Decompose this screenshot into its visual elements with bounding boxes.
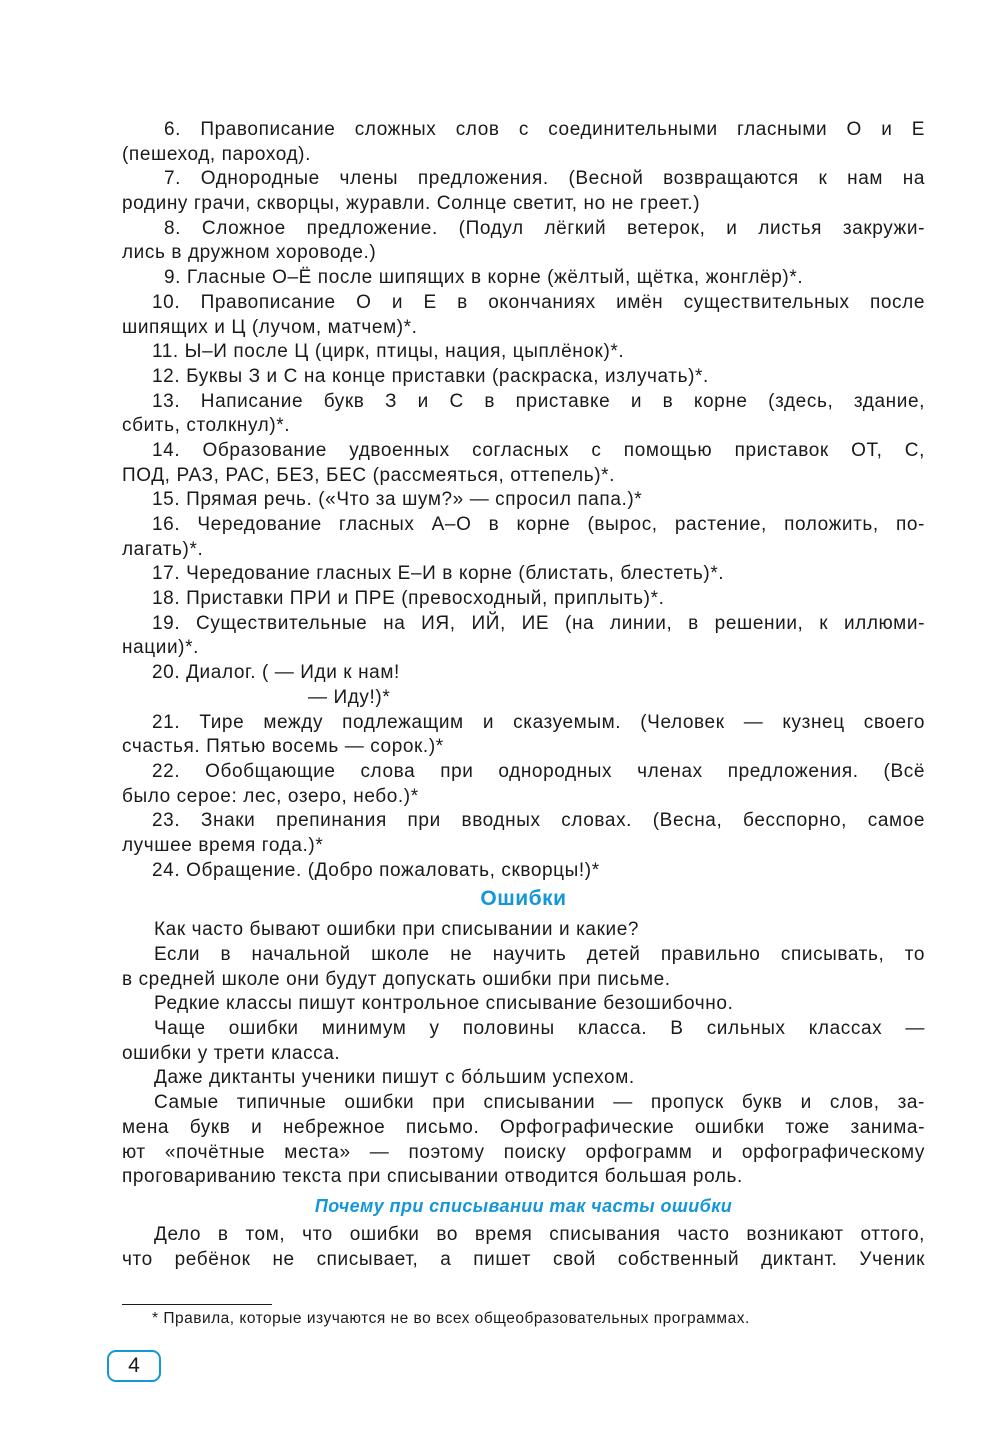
rule-line: 18. Приставки ПРИ и ПРЕ (превосходный, приплыть)*. <box>152 588 665 610</box>
rule-line: ПОД, РАЗ, РАС, БЕЗ, БЕС (рассмеяться, оттепель)*. <box>122 464 616 486</box>
rule-line: было серое: лес, озеро, небо.)* <box>122 785 419 807</box>
rule-line: 7. Однородные члены предложения. (Весной возвращаются к нам на <box>164 168 925 190</box>
subsection-title: Почему при списывании так часты ошибки <box>314 1195 733 1216</box>
rule-line: 12. Буквы З и С на конце приставки (раскраска, излучать)*. <box>152 365 709 387</box>
rule-line: 11. Ы–И после Ц (цирк, птицы, нация, цыплёнок)*. <box>152 341 625 363</box>
rule-item <box>122 390 925 439</box>
rule-line: лагать)*. <box>122 538 204 560</box>
rule-item <box>122 587 925 612</box>
section-title: Ошибки <box>480 887 567 911</box>
rule-item <box>122 760 925 809</box>
page-body <box>122 118 925 1272</box>
rule-line: лись в дружном хороводе.) <box>122 242 377 264</box>
rule-line: 16. Чередование гласных А–О в корне (вырос, растение, положить, по- <box>152 514 925 535</box>
rule-item <box>122 118 925 167</box>
why-paragraph <box>122 1223 925 1272</box>
paragraph-line: Редкие классы пишут контрольное списывание безошибочно. <box>154 993 734 1015</box>
rule-item <box>122 809 925 858</box>
rule-line: 20. Диалог. ( — Иди к нам! <box>152 662 400 684</box>
paragraph-line: Самые типичные ошибки при списывании — пропуск букв и слов, за- <box>154 1092 925 1114</box>
rule-line: 15. Прямая речь. («Что за шум?» — спросил папа.)* <box>152 489 643 511</box>
paragraph-line: ошибки у трети класса. <box>122 1042 341 1064</box>
paragraph-line: Как часто бывают ошибки при списывании и какие? <box>154 919 640 941</box>
rule-item <box>122 266 925 291</box>
rule-line: счастья. Пятью восемь — сорок.)* <box>122 736 444 758</box>
rule-line: сбить, столкнул)*. <box>122 415 291 437</box>
footnote: * Правила, которые изучаются не во всех общеобразовательных программах. <box>152 1310 750 1327</box>
rule-item <box>122 167 925 216</box>
rule-line: (пешеход, пароход). <box>122 143 311 165</box>
rule-item <box>122 612 925 661</box>
rule-line: 6. Правописание сложных слов с соединительными гласными О и Е <box>164 119 925 140</box>
rule-line: 24. Обращение. (Добро пожаловать, скворцы!)* <box>152 859 600 881</box>
rule-item <box>122 439 925 488</box>
rule-line: — Иду!)* <box>308 686 391 708</box>
paragraph-line: ют «почётные места» — поэтому поиску орфограмм и орфографическому <box>122 1141 925 1163</box>
rule-item <box>122 488 925 513</box>
paragraph <box>122 1066 925 1091</box>
rule-item <box>122 661 925 710</box>
rule-line: 13. Написание букв З и С в приставке и в корне (здесь, здание, <box>152 390 925 412</box>
rule-line: 22. Обобщающие слова при однородных членах предложения. (Всё <box>152 760 925 782</box>
paragraph-line: мена букв и небрежное письмо. Орфографические ошибки тоже занима- <box>122 1116 925 1138</box>
errors-section <box>122 918 925 1190</box>
paragraph <box>122 943 925 992</box>
rule-item <box>122 859 925 884</box>
paragraph <box>122 918 925 943</box>
paragraph <box>122 1017 925 1066</box>
rule-item <box>122 562 925 587</box>
rule-item <box>122 340 925 365</box>
paragraph-line: Дело в том, что ошибки во время списывания часто возникают оттого, <box>154 1223 925 1245</box>
page-number: 4 <box>107 1350 161 1382</box>
paragraph <box>122 1091 925 1190</box>
rule-line: нации)*. <box>122 637 199 659</box>
rule-item <box>122 513 925 562</box>
rule-line: 9. Гласные О–Ё после шипящих в корне (жёлтый, щётка, жонглёр)*. <box>164 267 804 289</box>
rule-line: лучшее время года.)* <box>122 834 324 856</box>
rule-line: 8. Сложное предложение. (Подул лёгкий ветерок, и листья закружи- <box>164 217 925 239</box>
rule-line: 19. Существительные на ИЯ, ИЙ, ИЕ (на линии, в решении, к иллюми- <box>152 612 925 634</box>
paragraph-line: в средней школе они будут допускать ошибки при письме. <box>122 968 671 990</box>
rule-line: 21. Тире между подлежащим и сказуемым. (Человек — кузнец своего <box>152 711 925 733</box>
footnote-divider <box>122 1304 272 1305</box>
paragraph <box>122 992 925 1017</box>
rule-line: шипящих и Ц (лучом, матчем)*. <box>122 316 418 338</box>
paragraph-line: Даже диктанты ученики пишут с бо́льшим успехом. <box>154 1067 635 1089</box>
rule-line: 23. Знаки препинания при вводных словах. (Весна, бесспорно, самое <box>152 810 925 832</box>
rule-item <box>122 365 925 390</box>
paragraph-line: Чаще ошибки минимум у половины класса. В сильных классах — <box>154 1018 925 1040</box>
paragraph-line: что ребёнок не списывает, а пишет свой собственный диктант. Ученик <box>122 1248 925 1270</box>
rule-item <box>122 291 925 340</box>
rule-line: родину грачи, скворцы, журавли. Солнце светит, но не греет.) <box>122 193 701 215</box>
rule-item <box>122 217 925 266</box>
rules-list <box>122 118 925 883</box>
rule-line: 10. Правописание О и Е в окончаниях имён существительных после <box>152 291 925 313</box>
rule-item <box>122 711 925 760</box>
paragraph-line: Если в начальной школе не научить детей правильно списывать, то <box>154 944 925 965</box>
paragraph-line: проговариванию текста при списывании отводится большая роль. <box>122 1166 743 1188</box>
rule-line: 14. Образование удвоенных согласных с помощью приставок ОТ, С, <box>152 439 925 461</box>
rule-line: 17. Чередование гласных Е–И в корне (блистать, блестеть)*. <box>152 563 725 585</box>
